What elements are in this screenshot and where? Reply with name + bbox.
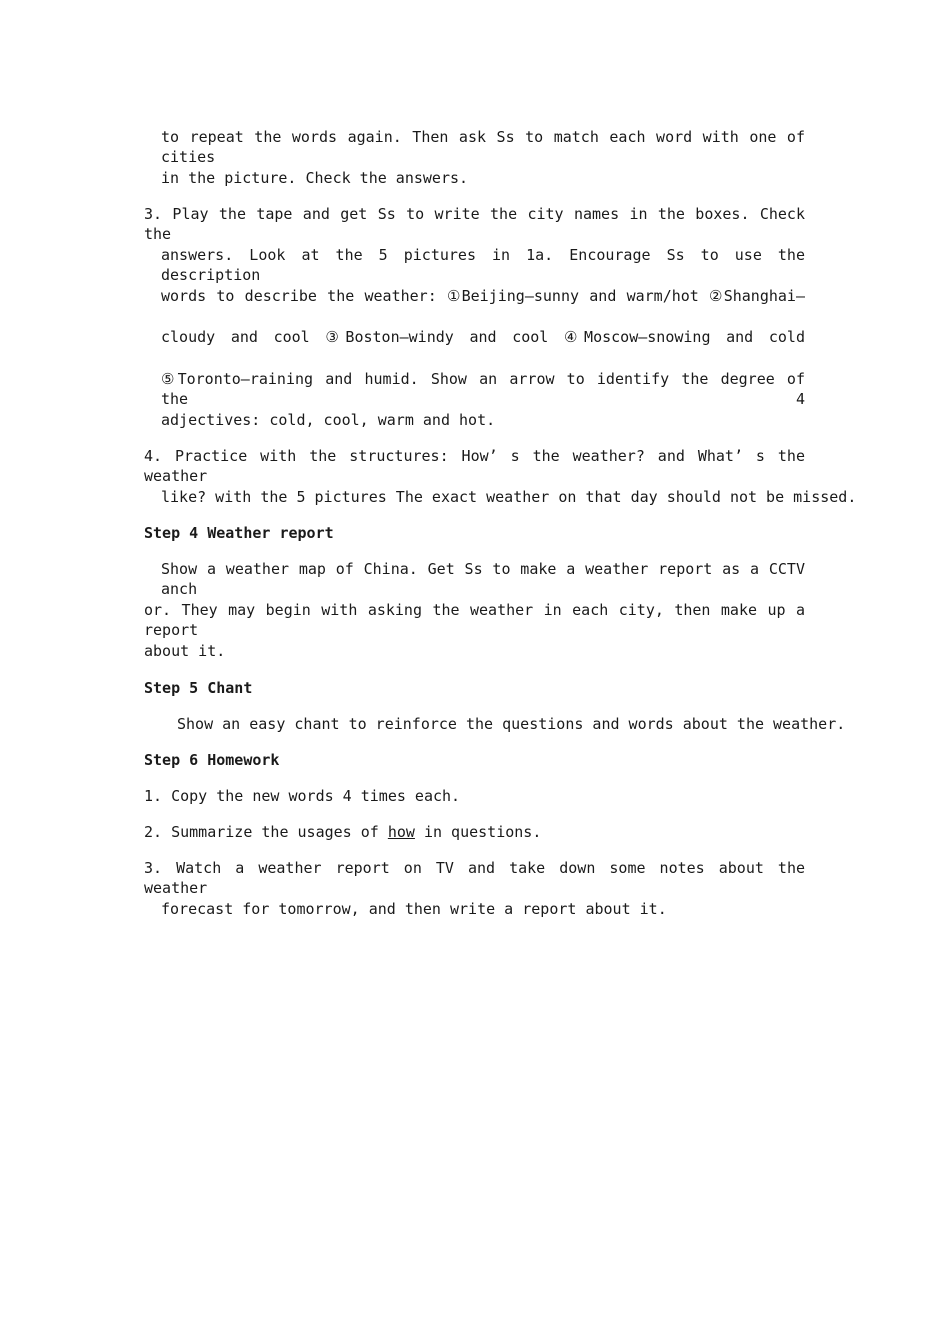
text-line: to repeat the words again. Then ask Ss to match each word with one of cities	[161, 128, 805, 166]
text-line: or. They may begin with asking the weather in each city, then make up a report	[144, 601, 805, 639]
list-item-3: 3. Play the tape and get Ss to write the city names in the boxes. Check the	[144, 205, 805, 243]
text-line: adjectives: cold, cool, warm and hot.	[161, 411, 496, 429]
text-segment: in questions.	[423, 823, 542, 841]
text-segment: 2. Summarize the usages of	[144, 823, 379, 841]
text-line: in the picture. Check the answers.	[161, 169, 469, 187]
heading-step-6: Step 6 Homework	[144, 751, 280, 769]
list-item-4: 4. Practice with the structures: How’ s the weather? and What’ s the weather	[144, 447, 805, 485]
heading-step-4: Step 4 Weather report	[144, 524, 334, 542]
homework-item-1: 1. Copy the new words 4 times each.	[144, 787, 461, 805]
underlined-word: how	[387, 823, 415, 841]
text-line: answers. Look at the 5 pictures in 1a. Encourage Ss to use the description	[161, 246, 805, 284]
text-line: ⑤Toronto—raining and humid. Show an arrow to identify the degree of the 4	[161, 370, 805, 408]
text-line: Show an easy chant to reinforce the questions and words about the weather.	[177, 715, 846, 733]
text-line: words to describe the weather: ①Beijing—sunny and warm/hot ②Shanghai—	[161, 287, 805, 305]
heading-step-5: Step 5 Chant	[144, 679, 253, 697]
text-line: about it.	[144, 642, 226, 660]
text-line: like? with the 5 pictures The exact weather on that day should not be missed.	[161, 488, 857, 506]
text-line: cloudy and cool ③Boston—windy and cool ④Moscow—snowing and cold	[161, 328, 805, 346]
homework-item-3: 3. Watch a weather report on TV and take down some notes about the weather	[144, 859, 805, 897]
homework-item-2	[144, 822, 541, 842]
text-line: forecast for tomorrow, and then write a report about it.	[161, 900, 667, 918]
text-line: Show a weather map of China. Get Ss to make a weather report as a CCTV anch	[161, 560, 805, 598]
